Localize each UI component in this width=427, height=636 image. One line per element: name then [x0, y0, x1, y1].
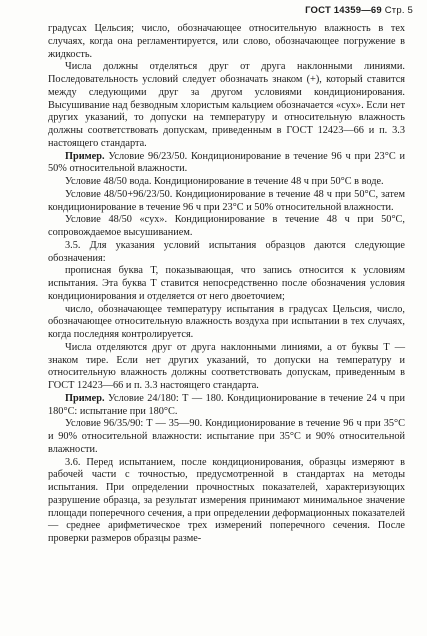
page-number: Стр. 5 — [384, 5, 413, 16]
paragraph-example-2: Условие 48/50 вода. Кондиционирование в течение 48 ч при 50°С в воде. — [65, 176, 384, 187]
paragraph-test-temperature: число, обозначающее температуру испытания в градусах Цельсия, число, обозначающее относительную влажность воздуха при испытании в тех случаях, когда последняя контролируется. — [48, 303, 405, 340]
standard-number: ГОСТ 14359—69 — [305, 5, 382, 16]
paragraph-separators: Числа отделяются друг от друга наклонными линиями, а от буквы Т — знаком тире. Если нет других указаний, то допуски на температуру и относительную влажность должны соответствовать допускам, приведенным в ГОСТ 12423—66 и п. 3.3 настоящего стандарта. — [48, 341, 405, 391]
paragraph-section-3-5: 3.5. Для указания условий испытания образцов даются следующие обозначения: — [48, 239, 405, 264]
paragraph-example-4: Условие 48/50 «сух». Кондиционирование в течение 48 ч при 50°С, сопровождаемое высушиванием. — [48, 214, 405, 238]
paragraph-example-5: Пример. Условие 24/180: Т — 180. Кондиционирование в течение 24 ч при 180°С: испытание при 180°С. — [48, 392, 405, 417]
document-body — [48, 23, 405, 546]
paragraph-section-3-6: 3.6. Перед испытанием, после кондиционирования, образцы измеряют в рабочей части с точностью, предусмотренной в стандартах на методы испытания. При определении прочностных показателей, характеризующих разрушение образца, за результат измерения принимают минимальное значение площади поперечного сечения, а при определении деформационных показателей — среднее арифметическое трех измерений поперечного сечения. После проверки размеров образцы разме- — [48, 456, 405, 544]
example-label: Пример. — [65, 150, 105, 162]
paragraph-example-1: Пример. Условие 96/23/50. Кондиционирование в течение 96 ч при 23°С и 50% относительной влажности. — [48, 150, 405, 175]
paragraph-notation-rules: Числа должны отделяться друг от друга наклонными линиями. Последовательность условий следует обозначать знаком (+), который ставится между следующими друг за другом условиями кондиционирования. Высушивание над безводным хлористым кальцием обозначается «сух». Если нет других указаний, то допуски на температуру и относительную влажность должны соответствовать допускам, приведенным в ГОСТ 12423—66 и п. 3.3 настоящего стандарта. — [48, 61, 405, 149]
page-header — [305, 5, 413, 16]
paragraph-example-3: Условие 48/50+96/23/50. Кондиционирование в течение 48 ч при 50°С, затем кондиционирование в течение 96 ч при 23°С и 50% относительной влажности. — [48, 188, 405, 213]
paragraph-example-6: Условие 96/35/90: Т — 35—90. Кондиционирование в течение 96 ч при 35°С и 90% относительной влажности: испытание при 35°С и 90% относительной влажности. — [48, 418, 405, 455]
example-label: Пример. — [65, 392, 105, 404]
paragraph-continuation: градусах Цельсия; число, обозначающее относительную влажность в тех случаях, когда она регламентируется, или слово, обозначающее погружение в жидкость. — [48, 23, 405, 60]
paragraph-letter-t: прописная буква Т, показывающая, что запись относится к условиям испытания. Эта буква Т ставится непосредственно после обозначения условия кондиционирования и отделяется от него двоеточием; — [48, 265, 405, 302]
